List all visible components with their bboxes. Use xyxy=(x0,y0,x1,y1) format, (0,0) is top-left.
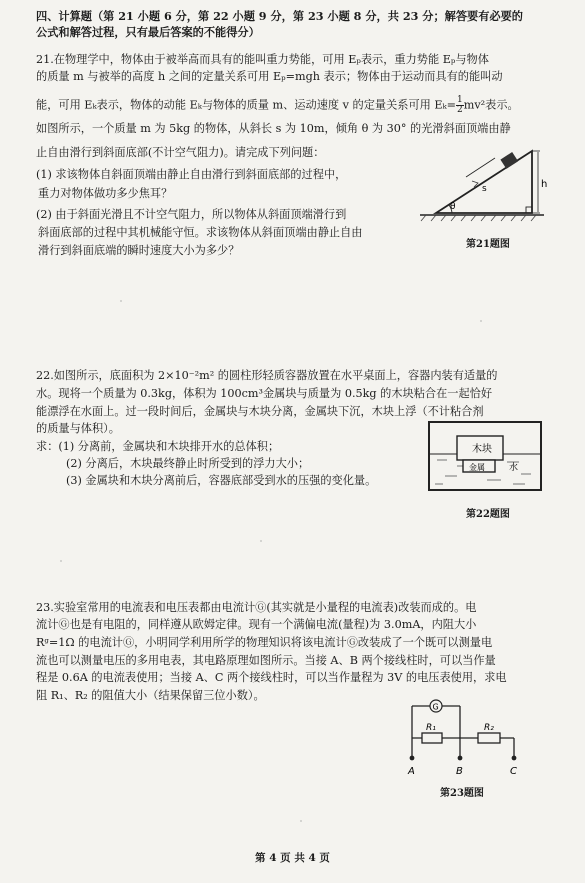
q22-line3: 能漂浮在水面上。过一段时间后，金属块与木块分离，金属块下沉，木块上浮（不计粘合剂 xyxy=(36,405,484,418)
q22-req1: 求：(1) 分离前，金属块和木块排开水的总体积； xyxy=(36,440,280,453)
terminal-b-label: B xyxy=(456,766,463,777)
circuit-figure xyxy=(404,690,536,780)
q22-req3: (3) 金属块和木块分离前后，容器底部受到水的压强的变化量。 xyxy=(66,474,377,487)
q21-sub2a: (2) 由于斜面光滑且不计空气阻力，所以物体从斜面顶端滑行到 xyxy=(36,208,347,221)
q22-line2: 水。现将一个质量为 0.3kg，体积为 100cm³金属块与质量为 0.5kg 的木块粘合在一起恰好 xyxy=(36,387,493,400)
q21-line3a: 能，可用 Eₖ表示，物体的动能 Eₖ与物体的质量 m、运动速度 v 的定量关系可用 Eₖ= xyxy=(36,98,457,112)
q21-sub1a: (1) 求该物体自斜面顶端由静止自由滑行到斜面底部的过程中， xyxy=(36,168,347,181)
q23-line4: 流也可以测量电压的多用电表，其电路原理如图所示。当接 A、B 两个接线柱时，可以当作量 xyxy=(36,654,496,667)
water-label: 水 xyxy=(509,463,519,473)
scan-speck xyxy=(260,540,262,542)
fig22-caption: 第22题图 xyxy=(466,509,510,520)
scan-speck xyxy=(120,300,122,302)
q21-line1: 21.在物理学中，物体由于被举高而具有的能叫重力势能，可用 Eₚ表示，重力势能 Eₚ与物体 xyxy=(36,53,489,66)
q21-line4: 如图所示，一个质量 m 为 5kg 的物体，从斜长 s 为 10m，倾角 θ 为 30° 的光滑斜面顶端由静 xyxy=(36,122,511,135)
q22-line4: 的质量与体积）。 xyxy=(36,422,120,435)
q22-line1: 22.如图所示，底面积为 2×10⁻²m² 的圆柱形轻质容器放置在水平桌面上，容器内装有适量的 xyxy=(36,369,498,382)
terminal-a-label: A xyxy=(408,766,415,777)
fig23-caption: 第23题图 xyxy=(440,788,484,799)
scan-speck xyxy=(60,560,62,562)
section-header-line1: 四、计算题（第 21 小题 6 分，第 22 小题 9 分，第 23 小题 8 分，共 23 分；解答要有必要的 xyxy=(36,9,523,23)
q23-line5: 程是 0.6A 的电流表使用；当接 A、C 两个接线柱时，可以当作量程为 3V 的电压表使用，求电 xyxy=(36,671,507,684)
q21-sub1b: 重力对物体做功多少焦耳？ xyxy=(38,187,173,200)
r2-label: R₂ xyxy=(484,723,494,733)
page-footer: 第 4 页 共 4 页 xyxy=(255,852,330,864)
container-figure xyxy=(427,418,545,500)
q23-line3: Rᵍ=1Ω 的电流计Ⓖ，小明同学利用所学的物理知识将该电流计Ⓖ改装成了一个既可以测量电 xyxy=(36,636,493,649)
q23-line6: 阻 R₁、R₂ 的阻值大小（结果保留三位小数）。 xyxy=(36,689,265,702)
q21-line2: 的质量 m 与被举的高度 h 之间的定量关系可用 Eₚ=mgh 表示；物体由于运动而具有的能叫动 xyxy=(36,70,503,83)
q23-line2: 流计Ⓖ也是有电阻的，同样遵从欧姆定律。现有一个满偏电流(量程)为 3.0mA，内阻大小 xyxy=(36,618,477,631)
metal-block-label: 金属 xyxy=(469,463,485,472)
q23-line1: 23.实验室常用的电流表和电压表都由电流计Ⓖ(其实就是小量程的电流表)改装而成的。电 xyxy=(36,601,477,614)
incline-figure xyxy=(418,135,548,227)
h-label: h xyxy=(541,179,548,190)
r1-label: R₁ xyxy=(426,723,436,733)
q21-line3 xyxy=(36,96,519,115)
q22-req2: (2) 分离后，木块最终静止时所受到的浮力大小； xyxy=(66,457,310,470)
wood-block-label: 木块 xyxy=(472,444,492,455)
fig21-caption: 第21题图 xyxy=(466,239,510,250)
s-label: s xyxy=(482,184,487,194)
galvanometer-label: G xyxy=(432,702,439,712)
scan-speck xyxy=(480,320,482,322)
half-fraction: $\frac{1}{2}$ xyxy=(457,95,463,115)
q21-sub2b: 斜面底部的过程中其机械能守恒。求该物体从斜面顶端由静止自由 xyxy=(38,226,363,239)
q21-line3b: mv²表示。 xyxy=(463,98,519,112)
scan-speck xyxy=(300,820,302,822)
q21-sub2c: 滑行到斜面底端的瞬时速度大小为多少？ xyxy=(38,244,240,257)
section-header-line2: 公式和解答过程，只有最后答案的不能得分） xyxy=(36,25,260,39)
q21-line5: 止自由滑行到斜面底部(不计空气阻力)。请完成下列问题： xyxy=(36,146,325,159)
theta-label: θ xyxy=(450,202,456,212)
terminal-c-label: C xyxy=(510,766,517,777)
